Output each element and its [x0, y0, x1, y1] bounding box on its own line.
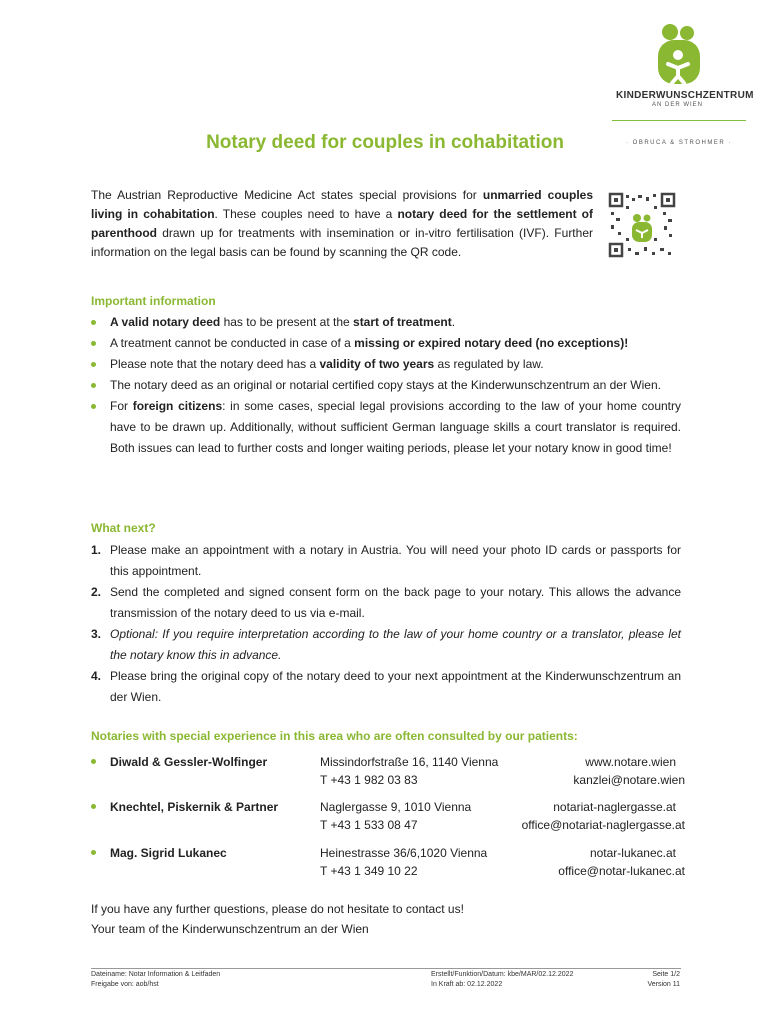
- logo-divider: [612, 120, 746, 121]
- list-item: [91, 582, 681, 624]
- text: : in some cases, special legal provisions according to the law of your home country have to be drawn up. Additionally, without sufficient German language skills a court translator is required. Both issues can lead to further costs and longer waiting periods, please let your notary know in good time!: [110, 399, 681, 455]
- step-number: 1.: [91, 543, 102, 557]
- text: A treatment cannot be conducted in case of a: [110, 336, 355, 350]
- footer-version: Version 11: [647, 981, 680, 988]
- notaries-heading: Notaries with special experience in this area who are often consulted by our patients:: [91, 729, 578, 743]
- text: For: [110, 399, 133, 413]
- notary-name: Diwald & Gessler-Wolfinger: [110, 755, 268, 769]
- notary-name: Knechtel, Piskernik & Partner: [110, 800, 279, 814]
- step-number: 2.: [91, 585, 102, 599]
- notary-address: Heinestrasse 36/6,1020 Vienna: [320, 846, 488, 860]
- emphasis: A valid notary deed: [110, 315, 221, 329]
- logo-name: KINDERWUNSCHZENTRUM: [616, 90, 754, 101]
- notary-website-link[interactable]: notar-lukanec.at: [589, 846, 676, 860]
- notary-entry: [91, 753, 691, 791]
- emphasis: validity of two years: [319, 357, 435, 371]
- step-text: Optional: If you require interpretation according to the law of your home country or a translator, please let the notary know this in advance.: [110, 627, 681, 662]
- intro-emphasis: unmarried couples living in cohabitation: [91, 188, 593, 221]
- clinic-logo: [612, 20, 754, 146]
- footer-created: Erstellt/Funktion/Datum: kbe/MAR/02.12.2022: [431, 971, 574, 978]
- footer-center: [431, 970, 573, 990]
- notary-entry: [91, 844, 691, 882]
- notary-phone: T +43 1 349 10 22: [320, 864, 418, 878]
- footer-filename: Dateiname: Notar Information & Leitfaden: [91, 971, 221, 978]
- intro-emphasis: notary deed for the settlement of parenthood: [91, 207, 593, 240]
- qr-code[interactable]: [608, 192, 676, 258]
- notary-email-link[interactable]: kanzlei@notare.wien: [573, 773, 685, 787]
- important-heading: Important information: [91, 294, 216, 308]
- closing-text: [91, 899, 464, 939]
- closing-line: If you have any further questions, please do not hesitate to contact us!: [91, 902, 464, 916]
- step-text: Send the completed and signed consent form on the back page to your notary. This allows the advance transmission of the notary deed to us via e-mail.: [110, 585, 681, 620]
- emphasis: missing or expired notary deed (no exceptions)!: [354, 336, 629, 350]
- list-item: [91, 354, 681, 375]
- list-item: [91, 666, 681, 708]
- notary-name: Mag. Sigrid Lukanec: [110, 846, 227, 860]
- emphasis: foreign citizens: [132, 399, 223, 413]
- footer-right: [620, 970, 680, 990]
- text: .: [451, 315, 456, 329]
- list-item: [91, 396, 681, 459]
- emphasis: start of treatment: [353, 315, 452, 329]
- notary-address: Naglergasse 9, 1010 Vienna: [320, 800, 472, 814]
- intro-text: The Austrian Reproductive Medicine Act states special provisions for: [91, 188, 483, 202]
- intro-paragraph: [91, 186, 593, 262]
- list-item: [91, 375, 681, 396]
- text: Please note that the notary deed has a: [110, 357, 320, 371]
- logo-subtitle: AN DER WIEN: [652, 102, 704, 108]
- closing-signature: Your team of the Kinderwunschzentrum an der Wien: [91, 922, 369, 936]
- notary-website-link[interactable]: www.notare.wien: [585, 755, 676, 769]
- notary-entry: [91, 798, 691, 836]
- bullet-icon: [91, 759, 96, 764]
- notary-phone: T +43 1 533 08 47: [320, 818, 418, 832]
- footer-page: Seite 1/2: [652, 971, 680, 978]
- list-item: [91, 624, 681, 666]
- intro-text: drawn up for treatments with insemination or in-vitro fertilisation (IVF). Further information on the legal basis can be found by scanning the QR code.: [91, 226, 593, 259]
- notary-website-link[interactable]: notariat-naglergasse.at: [553, 800, 676, 814]
- step-text: Please make an appointment with a notary in Austria. You will need your photo ID cards or passports for this appointment.: [110, 543, 681, 578]
- logo-authors: · OBRUCA & STROHMER ·: [626, 140, 732, 146]
- step-text: Please bring the original copy of the notary deed to your next appointment at the Kinderwunschzentrum an der Wien.: [110, 669, 681, 704]
- notary-phone: T +43 1 982 03 83: [320, 773, 418, 787]
- page-title: Notary deed for couples in cohabitation: [206, 132, 564, 153]
- text: has to be present at the: [220, 315, 354, 329]
- footer-effective: In Kraft ab: 02.12.2022: [431, 981, 503, 988]
- notary-address: Missindorfstraße 16, 1140 Vienna: [320, 755, 499, 769]
- list-item: [91, 540, 681, 582]
- notary-email-link[interactable]: office@notar-lukanec.at: [558, 864, 685, 878]
- bullet-icon: [91, 850, 96, 855]
- footer-left: [91, 970, 220, 990]
- footer-approval: Freigabe von: aob/hst: [91, 981, 159, 988]
- important-list: [91, 312, 681, 459]
- footer-divider: [91, 968, 681, 969]
- notary-email-link[interactable]: office@notariat-naglergasse.at: [521, 818, 685, 832]
- next-steps-list: [91, 540, 681, 708]
- intro-text: . These couples need to have a: [214, 207, 398, 221]
- list-item: [91, 312, 681, 333]
- step-number: 4.: [91, 669, 102, 683]
- text: The notary deed as an original or notarial certified copy stays at the Kinderwunschzentrum an der Wien.: [110, 378, 661, 392]
- list-item: [91, 333, 681, 354]
- text: as regulated by law.: [434, 357, 544, 371]
- bullet-icon: [91, 804, 96, 809]
- family-logo-icon: [612, 20, 746, 90]
- next-heading: What next?: [91, 521, 156, 535]
- step-number: 3.: [91, 627, 102, 641]
